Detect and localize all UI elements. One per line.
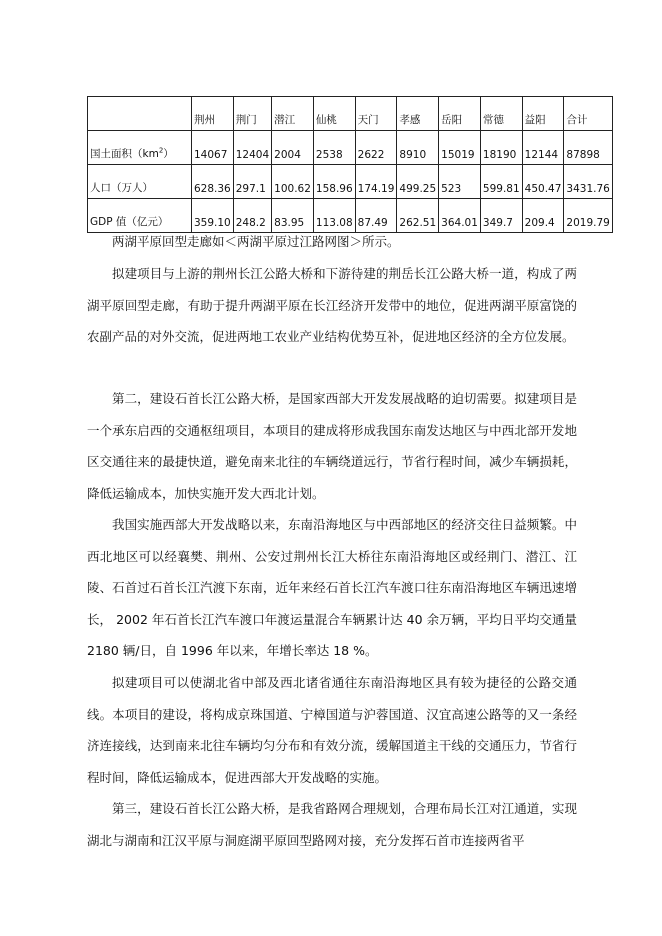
table-cell: 8910 [397,131,439,165]
table-header-cell: 潜江 [272,97,314,131]
table-row-population [88,165,613,199]
table-cell: 2004 [272,131,314,165]
row-label-gdp: GDP 值（亿元） [88,199,192,233]
paragraph-figure-reference: 两湖平原回型走廊如＜两湖平原过江路网图＞所示。 [112,234,400,249]
table-corner-cell [88,97,192,131]
table-cell: 262.51 [397,199,439,233]
table-cell: 364.01 [439,199,481,233]
table-cell: 248.2 [233,199,271,233]
table-header-cell: 益阳 [522,97,564,131]
table-cell: 3431.76 [564,165,612,199]
table-cell: 12404 [233,131,271,165]
table-cell: 2019.79 [564,199,612,233]
paragraph-project-benefits: 拟建项目可以使湖北省中部及西北诸省通往东南沿海地区具有较为捷径的公路交通线。本项目的建设，将构成京珠国道、宁樟国道与沪蓉国道、汉宜高速公路等的又一条经济连接线，达到南来北往车辆均匀分布和有效分流，缓解国道主干线的交通压力，节省行程时间，降低运输成本，促进西部大开发战略的实施。 [87,675,577,785]
table-cell: 14067 [192,131,234,165]
table-cell: 2538 [313,131,355,165]
table-cell: 158.96 [313,165,355,199]
table-cell: 18190 [480,131,522,165]
table-header-cell: 荆州 [192,97,234,131]
table-cell: 523 [439,165,481,199]
table-cell: 174.19 [355,165,397,199]
table-cell: 349.7 [480,199,522,233]
paragraph-second-point: 第二，建设石首长江公路大桥，是国家西部大开发发展战略的迫切需要。拟建项目是一个承东启西的交通枢纽项目，本项目的建成将形成我国东南发达地区与中西北部开发地区交通往来的最捷快道，避免南来北往的车辆绕道远行，节省行程时间，减少车辆损耗，降低运输成本，加快实施开发大西北计划。 [87,391,577,501]
table-row-area [88,131,613,165]
paragraph-third-point: 第三，建设石首长江公路大桥，是我省路网合理规划，合理布局长江对江通道，实现湖北与湖南和江汉平原与洞庭湖平原回型路网对接，充分发挥石首市连接两省平 [87,801,577,848]
table-cell: 2622 [355,131,397,165]
table-cell: 599.81 [480,165,522,199]
table-header-cell: 合计 [564,97,612,131]
table-cell: 209.4 [522,199,564,233]
table-cell: 297.1 [233,165,271,199]
table-header-cell: 荆门 [233,97,271,131]
table-header-cell: 仙桃 [313,97,355,131]
table-header-row [88,97,613,131]
table-cell: 628.36 [192,165,234,199]
row-label-area: 国土面积$(km^2)$ [88,131,192,165]
row-label-population: 人口（万人） [88,165,192,199]
table-cell: 499.25 [397,165,439,199]
table-cell: 359.10 [192,199,234,233]
region-statistics-table [87,96,613,233]
table-cell: 450.47 [522,165,564,199]
table-header-cell: 岳阳 [439,97,481,131]
table-cell: 100.62 [272,165,314,199]
table-header-cell: 常德 [480,97,522,131]
table-header-cell: 天门 [355,97,397,131]
table-header-cell: 孝感 [397,97,439,131]
table-cell: 87898 [564,131,612,165]
table-cell: 113.08 [313,199,355,233]
paragraph-corridor: 拟建项目与上游的荆州长江公路大桥和下游待建的荆岳长江公路大桥一道，构成了两湖平原回型走廊，有助于提升两湖平原在长江经济开发带中的地位，促进两湖平原富饶的农副产品的对外交流，促进两地工农业产业结构优势互补，促进地区经济的全方位发展。 [87,266,577,344]
table-cell: 15019 [439,131,481,165]
table-cell: 83.95 [272,199,314,233]
table-cell: 87.49 [355,199,397,233]
table-cell: 12144 [522,131,564,165]
paragraph-western-development: 我国实施西部大开发战略以来，东南沿海地区与中西部地区的经济交往日益频繁。中西北地区可以经襄樊、荆州、公安过荆州长江大桥往东南沿海地区或经荆门、潜江、江陵、石首过石首长江汽渡下东南，近年来经石首长江汽车渡口往东南沿海地区车辆迅速增长， 2002 年石首长江汽车渡口年渡运量混合车辆累计达 40 余万辆，平均日平均交通量 2180 辆/日，自 1996 年以来，年增长率达 18 %。 [87,517,577,658]
